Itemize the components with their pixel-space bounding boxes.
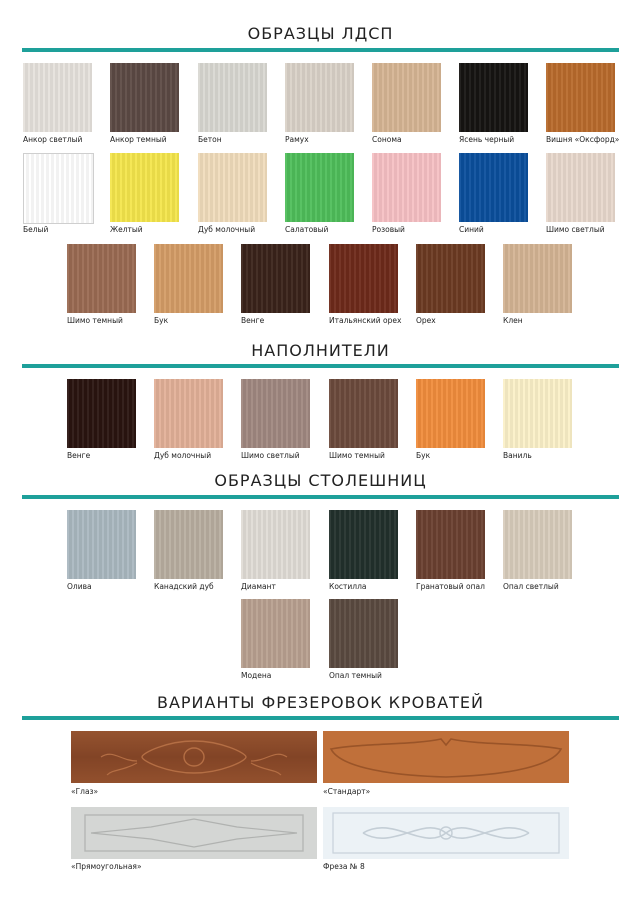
swatch-tile: [110, 63, 179, 132]
swatch-label: Шимо светлый: [546, 225, 605, 234]
swatch-tile: [241, 599, 310, 668]
swatch-label: Вишня «Оксфорд»: [546, 135, 620, 144]
swatch-tile: [546, 153, 615, 222]
swatch-label: Шимо светлый: [241, 451, 300, 460]
swatch-label: Модена: [241, 671, 272, 680]
swatch-tile: [285, 153, 354, 222]
swatch-tile: [503, 510, 572, 579]
swatch-tile: [459, 63, 528, 132]
swatch-tile: [503, 379, 572, 448]
section-divider: [22, 716, 619, 720]
swatch-label: Клен: [503, 316, 523, 325]
panel-label: Фреза № 8: [323, 862, 365, 871]
freza8-pattern-image: [323, 807, 569, 859]
panel-label: «Стандарт»: [323, 787, 371, 796]
swatch-label: Сонома: [372, 135, 402, 144]
swatch-tile: [67, 244, 136, 313]
swatch-label: Ваниль: [503, 451, 532, 460]
swatch-tile: [372, 63, 441, 132]
swatch-tile: [416, 379, 485, 448]
swatch-label: Ясень черный: [459, 135, 515, 144]
section-divider: [22, 495, 619, 499]
swatch-tile: [198, 63, 267, 132]
swatch-tile: [372, 153, 441, 222]
milling-panel-freza8: [323, 807, 569, 859]
swatch-label: Салатовый: [285, 225, 329, 234]
swatch-label: Канадский дуб: [154, 582, 214, 591]
swatch-label: Дуб молочный: [154, 451, 212, 460]
section-title-milling: ВАРИАНТЫ ФРЕЗЕРОВОК КРОВАТЕЙ: [156, 693, 485, 712]
swatch-tile: [154, 379, 223, 448]
swatch-label: Олива: [67, 582, 92, 591]
swatch-tile: [416, 510, 485, 579]
swatch-label: Опал темный: [329, 671, 382, 680]
swatch-label: Диамант: [241, 582, 276, 591]
swatch-label: Шимо темный: [329, 451, 385, 460]
section-divider: [22, 364, 619, 368]
swatch-label: Бук: [154, 316, 169, 325]
milling-panel-eye: [71, 731, 317, 783]
swatch-label: Анкор темный: [110, 135, 167, 144]
swatch-tile: [329, 599, 398, 668]
swatch-tile: [23, 63, 92, 132]
swatch-tile: [110, 153, 179, 222]
swatch-tile: [154, 244, 223, 313]
section-title-tops: ОБРАЗЦЫ СТОЛЕШНИЦ: [214, 471, 427, 490]
swatch-label: Белый: [23, 225, 49, 234]
panel-label: «Прямоугольная»: [71, 862, 142, 871]
swatch-label: Анкор светлый: [23, 135, 83, 144]
swatch-label: Костилла: [329, 582, 367, 591]
swatch-label: Рамух: [285, 135, 309, 144]
swatch-tile: [241, 379, 310, 448]
swatch-tile: [198, 153, 267, 222]
swatch-tile: [329, 244, 398, 313]
swatch-tile: [241, 244, 310, 313]
swatch-label: Желтый: [110, 225, 143, 234]
swatch-tile: [329, 510, 398, 579]
section-title-fillers: НАПОЛНИТЕЛИ: [251, 341, 390, 360]
milling-panel-standard: [323, 731, 569, 783]
rectangular-pattern-image: [71, 807, 317, 859]
swatch-tile: [67, 510, 136, 579]
swatch-label: Розовый: [372, 225, 405, 234]
swatch-label: Бетон: [198, 135, 222, 144]
swatch-tile: [67, 379, 136, 448]
swatch-label: Дуб молочный: [198, 225, 256, 234]
swatch-label: Опал светлый: [503, 582, 559, 591]
swatch-label: Синий: [459, 225, 484, 234]
section-divider: [22, 48, 619, 52]
eye-pattern-image: [71, 731, 317, 783]
panel-label: «Глаз»: [71, 787, 99, 796]
swatch-tile: [285, 63, 354, 132]
swatch-tile: [23, 153, 94, 224]
swatch-label: Орех: [416, 316, 436, 325]
swatch-tile: [154, 510, 223, 579]
swatch-label: Гранатовый опал: [416, 582, 485, 591]
swatch-label: Бук: [416, 451, 431, 460]
swatch-label: Итальянский орех: [329, 316, 402, 325]
swatch-label: Венге: [241, 316, 265, 325]
section-title-ldsp: ОБРАЗЦЫ ЛДСП: [247, 24, 394, 43]
standard-pattern-image: [323, 731, 569, 783]
swatch-tile: [503, 244, 572, 313]
swatch-label: Венге: [67, 451, 91, 460]
swatch-tile: [546, 63, 615, 132]
milling-panel-rectangular: [71, 807, 317, 859]
swatch-tile: [416, 244, 485, 313]
swatch-tile: [241, 510, 310, 579]
swatch-tile: [329, 379, 398, 448]
swatch-tile: [459, 153, 528, 222]
swatch-label: Шимо темный: [67, 316, 123, 325]
